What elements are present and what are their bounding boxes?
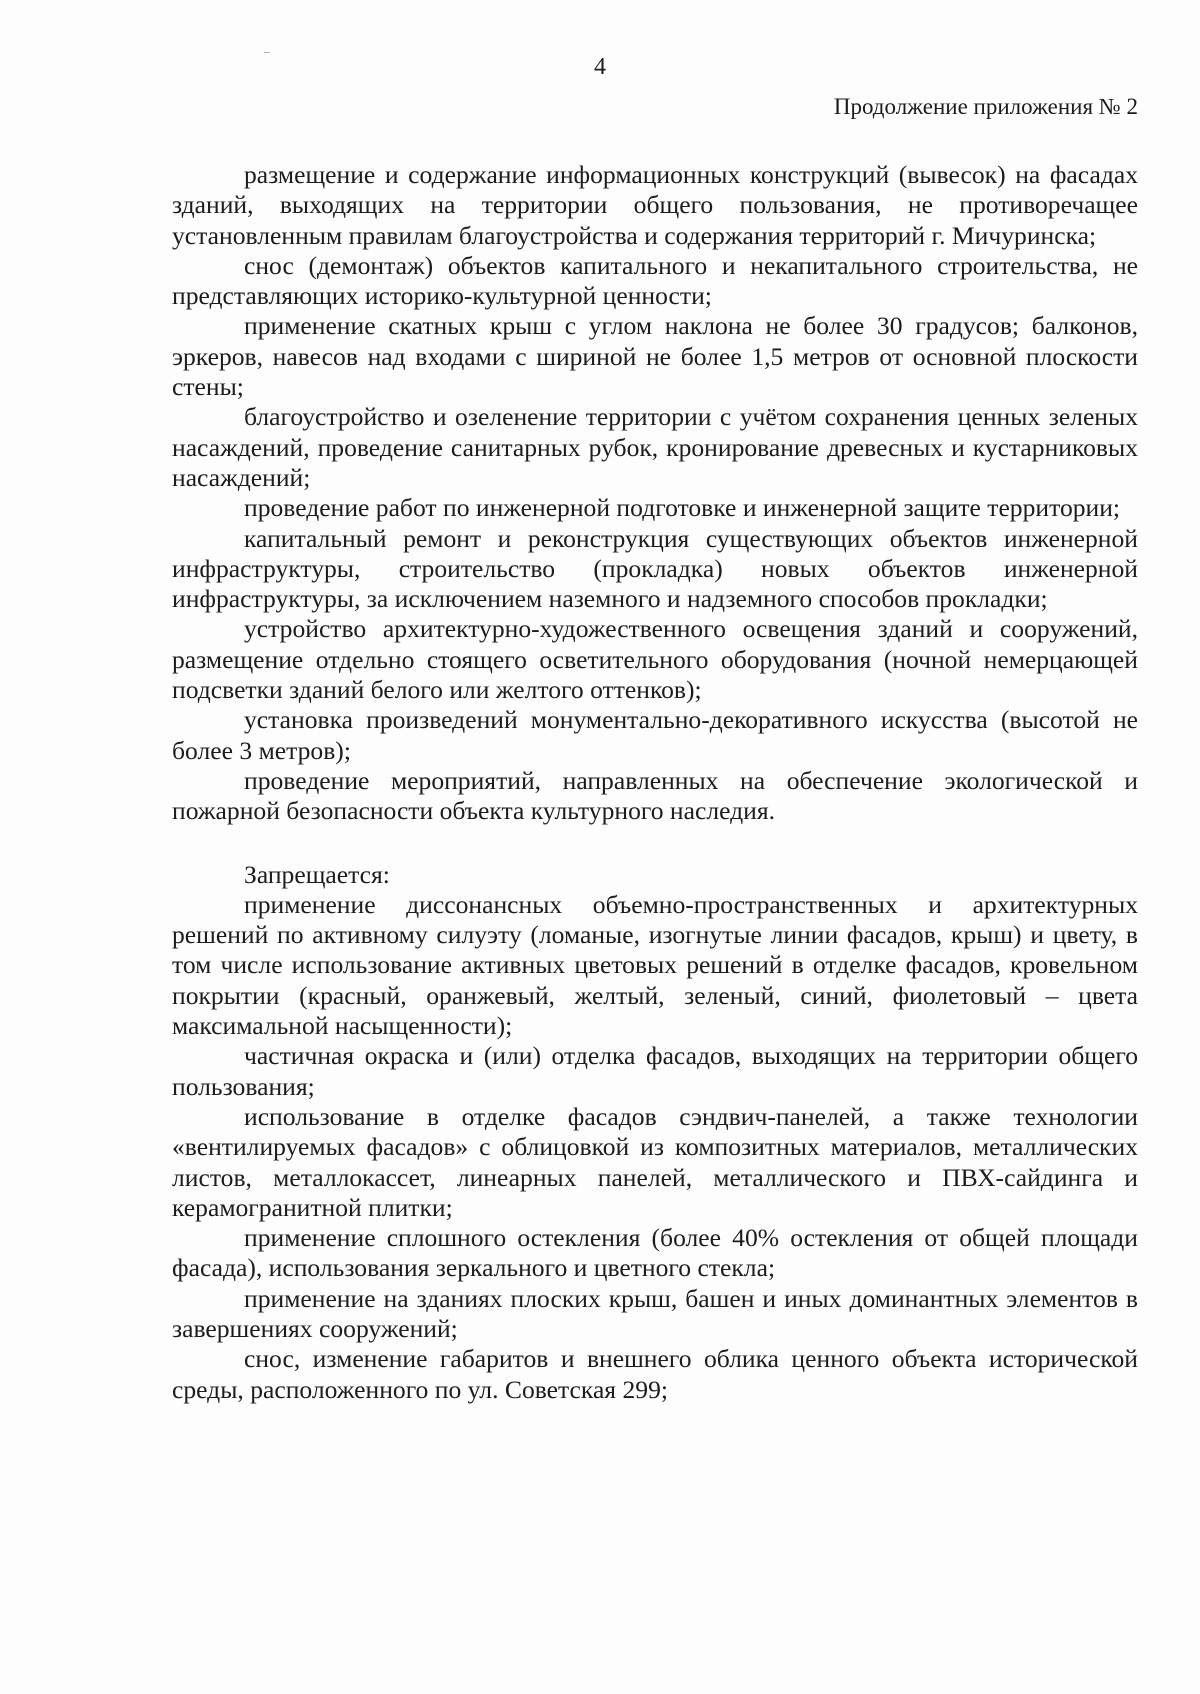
scan-mark [264,52,270,53]
permitted-item: применение скатных крыш с углом наклона не более 30 градусов; балконов, эркеров, навесов над входами с шириной не более 1,5 метров от основной плоскости стены; [172,311,1138,402]
permitted-item: капитальный ремонт и реконструкция существующих объектов инженерной инфраструктуры, строительство (прокладка) новых объектов инженерной инфраструктуры, за исключением наземного и надземного способов прокладки; [172,523,1138,614]
permitted-item: благоустройство и озеленение территории с учётом сохранения ценных зеленых насаждений, проведение санитарных рубок, кронирование древесных и кустарниковых насаждений; [172,402,1138,492]
page-number: 4 [594,54,606,80]
prohibited-item: частичная окраска и (или) отделка фасадов, выходящих на территории общего пользования; [172,1041,1138,1101]
permitted-item: проведение мероприятий, направленных на обеспечение экологической и пожарной безопасности объекта культурного наследия. [172,765,1138,826]
appendix-continuation-label: Продолжение приложения № 2 [833,94,1138,119]
prohibited-item: применение на зданиях плоских крыш, башен и иных доминантных элементов в завершениях сооружений; [172,1283,1138,1343]
document-body [172,160,1138,1405]
permitted-item: снос (демонтаж) объектов капитального и некапитального строительства, не представляющих историко-культурной ценности; [172,250,1138,311]
permitted-item: размещение и содержание информационных конструкций (вывесок) на фасадах зданий, выходящих на территории общего пользования, не противоречащее установленным правилам благоустройства и содержания территорий г. Мичуринска; [172,160,1138,250]
permitted-item: установка произведений монументально-декоративного искусства (высотой не более 3 метров); [172,705,1138,765]
prohibited-heading: Запрещается: [244,859,390,889]
prohibited-item: применение диссонансных объемно-пространственных и архитектурных решений по активному силуэту (ломаные, изогнутые линии фасадов, крыш) и цвету, в том числе использование активных цветовых решений в отделке фасадов, кровельном покрытии (красный, оранжевый, желтый, зеленый, синий, фиолетовый – цвета максимальной насыщенности); [172,889,1138,1041]
prohibited-item: использование в отделке фасадов сэндвич-панелей, а также технологии «вентилируемых фасадов» с облицовкой из композитных материалов, металлических листов, металлокассет, линеарных панелей, металлического и ПВХ-сайдинга и керамогранитной плитки; [172,1101,1138,1222]
prohibited-item: применение сплошного остекления (более 40% остекления от общей площади фасада), использования зеркального и цветного стекла; [172,1223,1138,1283]
permitted-item: устройство архитектурно-художественного освещения зданий и сооружений, размещение отдельно стоящего осветительного оборудования (ночной немерцающей подсветки зданий белого или желтого оттенков); [172,614,1138,705]
prohibited-item: снос, изменение габаритов и внешнего облика ценного объекта исторической среды, расположенного по ул. Советская 299; [172,1344,1138,1404]
permitted-item: проведение работ по инженерной подготовке и инженерной защите территории; [244,493,1121,523]
